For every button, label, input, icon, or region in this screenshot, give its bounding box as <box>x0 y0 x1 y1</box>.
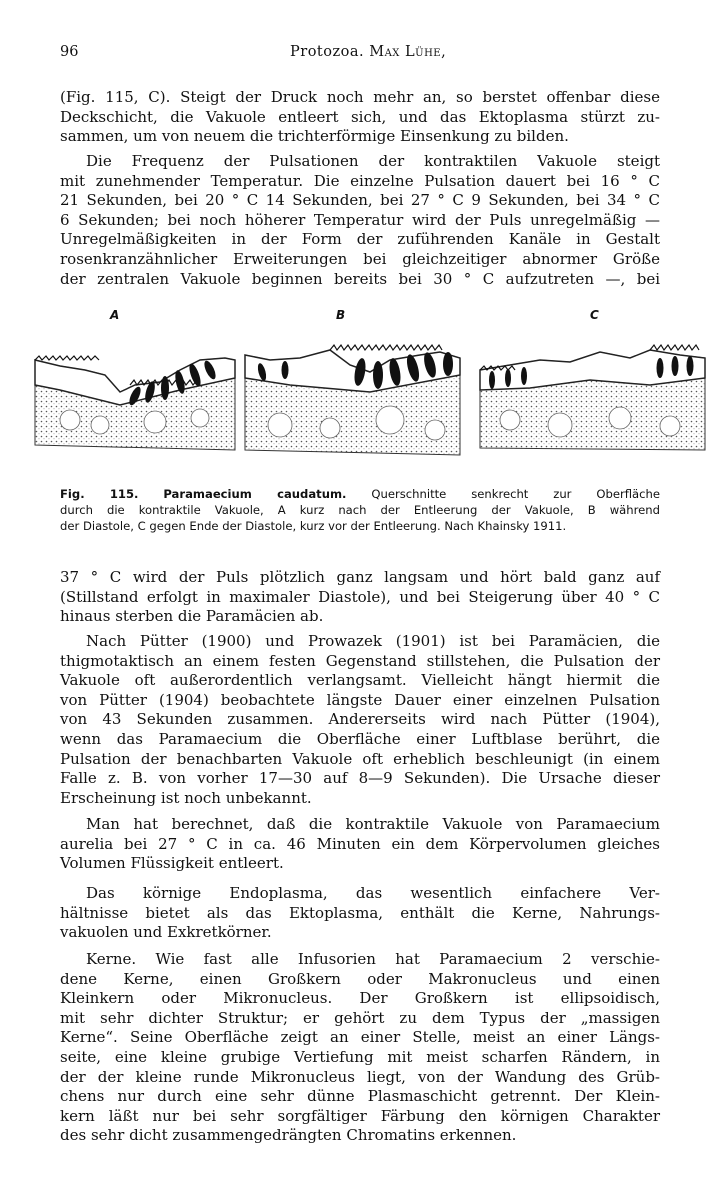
running-title: Protozoa. Max Lühe, <box>290 44 447 60</box>
figure-label-b: B <box>336 308 346 322</box>
paragraph-4: Nach Pütter (1900) und Prowazek (1901) ist bei Paramäcien, die thigmotaktisch an einem festen Gegenstand stillstehen, die Pulsation der Vakuole oft außerordentlich verlangsamt. Vielleicht hängt hiermit die von Pütter (1904) beobachtete längste Dauer einer einzelnen Pulsation von 43 Sekunden zusammen. Andererseits wird nach Pütter (1904), wenn das Paramaecium die Oberfläche einer Luftblase berührt, die Pulsation der benachbarten Vakuole oft erheblich beschleunigt (in einem Falle z. B. von vorher 17—30 auf 8—9 Sekunden). Die Ursache dieser Erscheinung ist noch unbekannt. <box>60 632 660 807</box>
paragraph-5: Man hat berechnet, daß die kontraktile Vakuole von Paramaecium aurelia bei 27 ° C in ca. 46 Minuten ein dem Körpervolumen gleiches Volumen Flüssigkeit entleert. <box>60 815 660 873</box>
paragraph-1: (Fig. 115, C). Steigt der Druck noch mehr an, so berstet offenbar diese Deckschicht, die Vakuole entleert sich, und das Ektoplasma stürzt zu- sammen, um von neuem die trichterförmige Einsenkung zu bilden. <box>60 88 660 146</box>
panel-a-section <box>35 356 235 450</box>
running-header <box>60 44 660 66</box>
panel-c-section <box>480 345 705 450</box>
paragraph-7: Kerne. Wie fast alle Infusorien hat Paramaecium 2 verschie- dene Kerne, einen Großkern oder Makronucleus und einen Kleinkern oder Mikronucleus. Der Großkern ist ellipsoidisch, mit sehr dichter Struktur; er gehört zu dem Typus der „massigen Kerne“. Seine Oberfläche zeigt an einer Stelle, meist an einer Längs- seite, eine kleine grubige Vertiefung mit meist scharfen Rändern, in der der kleine runde Mikronucleus liegt, von der Wandung des Grüb- chens nur durch eine sehr dünne Plasmaschicht getrennt. Der Klein- kern läßt nur bei sehr sorgfältiger Färbung den körnigen Charakter des sehr dicht zusammengedrängten Chromatins erkennen. <box>60 950 660 1145</box>
figure-number: Fig. 115. <box>60 487 139 501</box>
paragraph-2: Die Frequenz der Pulsationen der kontraktilen Vakuole steigt mit zunehmender Temperatur. Die einzelne Pulsation dauert bei 16 ° C 21 Sekunden, bei 20 ° C 14 Sekunden, bei 27 ° C 9 Sekunden, bei 34 ° C 6 Sekunden; bei noch höherer Temperatur wird der Puls unregelmäßig — Unregelmäßigkeiten in der Form der zuführenden Kanäle in Gestalt rosenkranzähnlicher Erweiterungen bei gleichzeitiger abnormer Größe der zentralen Vakuole beginnen bereits bei 30 ° C aufzutreten —, bei <box>60 152 660 288</box>
figure-label-c: C <box>590 308 599 322</box>
paragraph-3: 37 ° C wird der Puls plötzlich ganz langsam und hört bald ganz auf (Stillstand erfolgt in maximaler Diastole), und bei Steigerung über 40 ° C hinaus sterben die Paramäcien ab. <box>60 568 660 626</box>
figure-115-illustration <box>30 330 710 480</box>
page-number: 96 <box>60 44 79 60</box>
figure-caption: Fig. 115. Paramaecium caudatum. Querschnitte senkrecht zur Oberfläche durch die kontraktile Vakuole, A kurz nach der Entleerung der Vakuole, B während der Diastole, C gegen Ende der Diastole, kurz vor der Entleerung. Nach Khainsky 1911. <box>60 487 660 534</box>
panel-b-section <box>245 345 460 455</box>
figure-label-a: A <box>110 308 120 322</box>
paragraph-6: Das körnige Endoplasma, das wesentlich einfachere Ver- hältnisse bietet als das Ektoplasma, enthält die Kerne, Nahrungs- vakuolen und Exkretkörner. <box>60 884 660 942</box>
figure-title: Paramaecium caudatum. <box>163 487 347 501</box>
